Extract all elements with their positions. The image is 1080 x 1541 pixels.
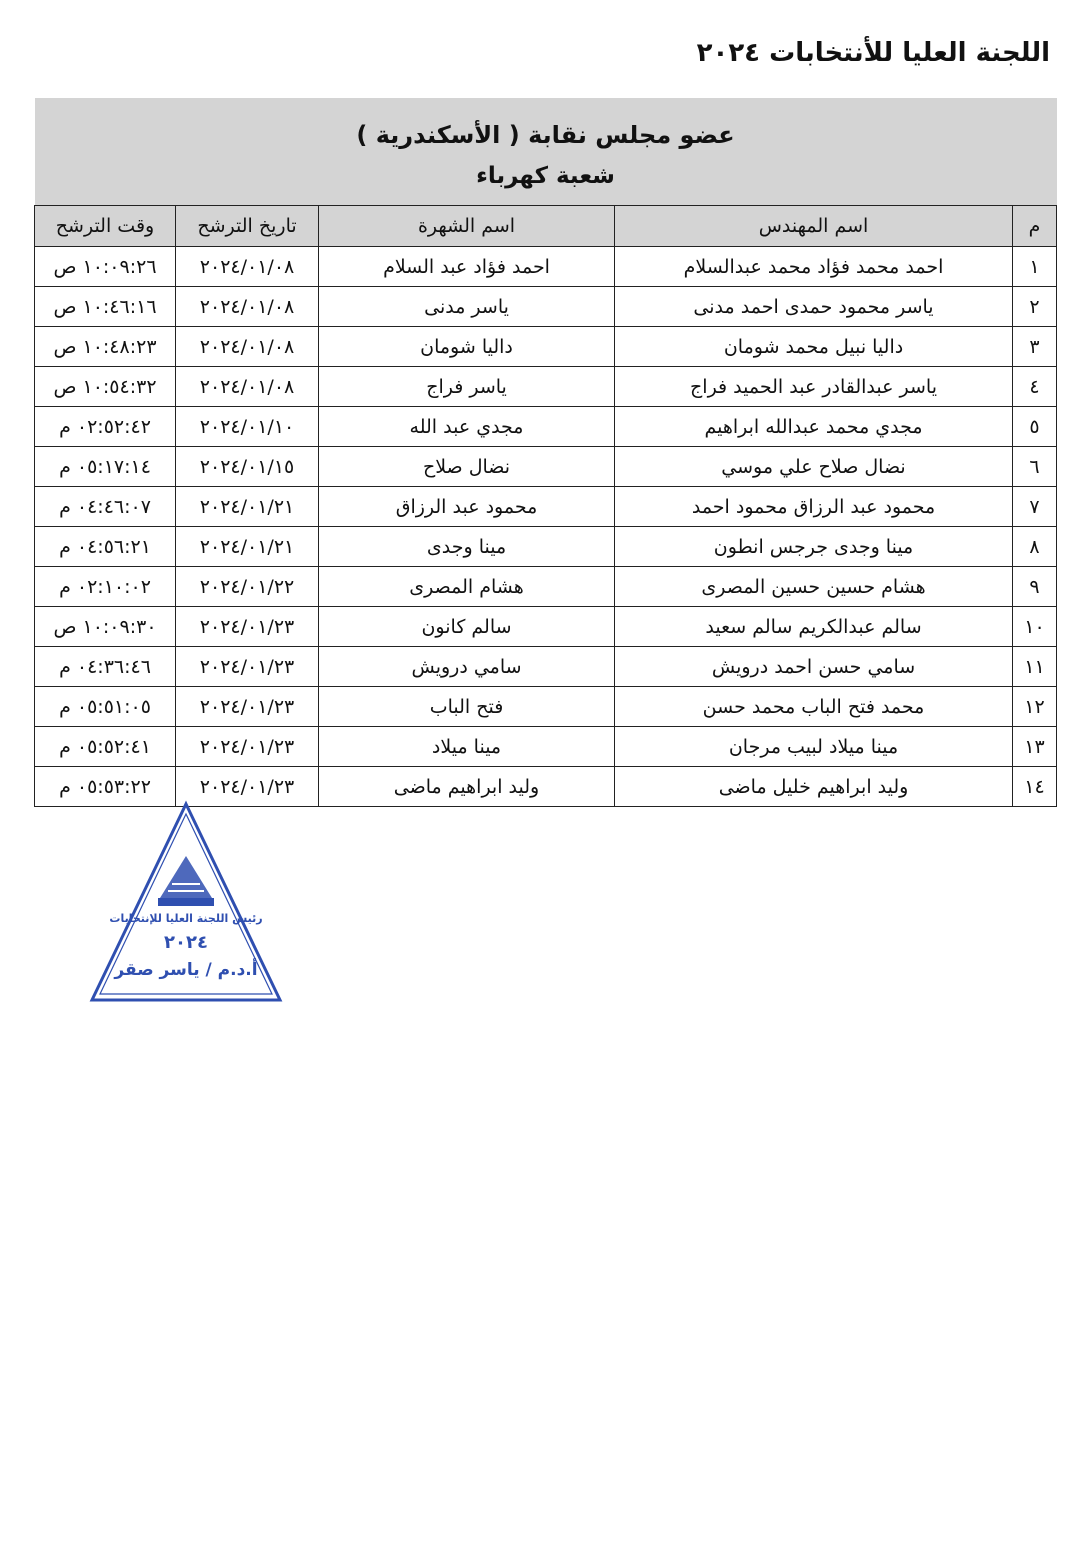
cell-date: ٢٠٢٤/٠١/٢١ bbox=[176, 527, 319, 567]
cell-date: ٢٠٢٤/٠١/٢٣ bbox=[176, 767, 319, 807]
cell-nickname: مجدي عبد الله bbox=[319, 407, 615, 447]
cell-num: ١٢ bbox=[1013, 687, 1057, 727]
cell-engineer: ياسر محمود حمدى احمد مدنى bbox=[615, 287, 1013, 327]
cell-nickname: ياسر مدنى bbox=[319, 287, 615, 327]
col-header-engineer: اسم المهندس bbox=[615, 206, 1013, 247]
table-heading-row bbox=[35, 98, 1057, 206]
cell-nickname: نضال صلاح bbox=[319, 447, 615, 487]
cell-time: ٠٥:٥٣:٢٢ م bbox=[35, 767, 176, 807]
cell-engineer: مينا ميلاد لبيب مرجان bbox=[615, 727, 1013, 767]
cell-nickname: ياسر فراج bbox=[319, 367, 615, 407]
cell-time: ٠٤:٤٦:٠٧ م bbox=[35, 487, 176, 527]
cell-num: ١٤ bbox=[1013, 767, 1057, 807]
cell-nickname: داليا شومان bbox=[319, 327, 615, 367]
cell-date: ٢٠٢٤/٠١/١٥ bbox=[176, 447, 319, 487]
cell-date: ٢٠٢٤/٠١/٢٢ bbox=[176, 567, 319, 607]
cell-time: ٠٥:١٧:١٤ م bbox=[35, 447, 176, 487]
table-row bbox=[35, 647, 1057, 687]
cell-time: ٠٥:٥٢:٤١ م bbox=[35, 727, 176, 767]
cell-date: ٢٠٢٤/٠١/١٠ bbox=[176, 407, 319, 447]
cell-num: ١٣ bbox=[1013, 727, 1057, 767]
cell-time: ١٠:٠٩:٢٦ ص bbox=[35, 247, 176, 287]
cell-nickname: احمد فؤاد عبد السلام bbox=[319, 247, 615, 287]
cell-engineer: مينا وجدى جرجس انطون bbox=[615, 527, 1013, 567]
cell-date: ٢٠٢٤/٠١/٢٣ bbox=[176, 647, 319, 687]
cell-date: ٢٠٢٤/٠١/٠٨ bbox=[176, 367, 319, 407]
cell-nickname: هشام المصرى bbox=[319, 567, 615, 607]
col-header-num: م bbox=[1013, 206, 1057, 247]
col-header-time: وقت الترشح bbox=[35, 206, 176, 247]
stamp-line-1: رئيس اللجنة العليا للإنتخابات bbox=[109, 912, 263, 925]
cell-time: ١٠:٠٩:٣٠ ص bbox=[35, 607, 176, 647]
cell-engineer: سالم عبدالكريم سالم سعيد bbox=[615, 607, 1013, 647]
table-row bbox=[35, 727, 1057, 767]
cell-num: ٣ bbox=[1013, 327, 1057, 367]
cell-nickname: سامي درويش bbox=[319, 647, 615, 687]
col-header-date: تاريخ الترشح bbox=[176, 206, 319, 247]
cell-time: ٠٤:٣٦:٤٦ م bbox=[35, 647, 176, 687]
cell-engineer: محمود عبد الرزاق محمود احمد bbox=[615, 487, 1013, 527]
cell-num: ٦ bbox=[1013, 447, 1057, 487]
cell-nickname: مينا ميلاد bbox=[319, 727, 615, 767]
table-row bbox=[35, 327, 1057, 367]
cell-date: ٢٠٢٤/٠١/٠٨ bbox=[176, 327, 319, 367]
cell-time: ٠٤:٥٦:٢١ م bbox=[35, 527, 176, 567]
table-row bbox=[35, 407, 1057, 447]
table-row bbox=[35, 487, 1057, 527]
cell-num: ٢ bbox=[1013, 287, 1057, 327]
table-row bbox=[35, 247, 1057, 287]
cell-engineer: احمد محمد فؤاد محمد عبدالسلام bbox=[615, 247, 1013, 287]
cell-num: ١٠ bbox=[1013, 607, 1057, 647]
col-header-nickname: اسم الشهرة bbox=[319, 206, 615, 247]
table-row bbox=[35, 447, 1057, 487]
cell-engineer: مجدي محمد عبدالله ابراهيم bbox=[615, 407, 1013, 447]
cell-time: ٠٢:١٠:٠٢ م bbox=[35, 567, 176, 607]
table-heading-subtitle: شعبة كهرباء bbox=[476, 162, 615, 189]
cell-time: ٠٥:٥١:٠٥ م bbox=[35, 687, 176, 727]
cell-time: ١٠:٤٦:١٦ ص bbox=[35, 287, 176, 327]
table-row bbox=[35, 687, 1057, 727]
cell-engineer: نضال صلاح علي موسي bbox=[615, 447, 1013, 487]
table-row bbox=[35, 567, 1057, 607]
stamp-line-2: ٢٠٢٤ bbox=[164, 932, 208, 953]
cell-num: ٥ bbox=[1013, 407, 1057, 447]
table-heading bbox=[35, 98, 1057, 206]
cell-engineer: محمد فتح الباب محمد حسن bbox=[615, 687, 1013, 727]
official-stamp bbox=[88, 798, 284, 1004]
cell-engineer: سامي حسن احمد درويش bbox=[615, 647, 1013, 687]
table-body bbox=[35, 247, 1057, 807]
cell-date: ٢٠٢٤/٠١/٢٣ bbox=[176, 687, 319, 727]
column-header-row bbox=[35, 206, 1057, 247]
cell-date: ٢٠٢٤/٠١/٢٣ bbox=[176, 607, 319, 647]
cell-engineer: داليا نبيل محمد شومان bbox=[615, 327, 1013, 367]
cell-nickname: فتح الباب bbox=[319, 687, 615, 727]
cell-engineer: ياسر عبدالقادر عبد الحميد فراج bbox=[615, 367, 1013, 407]
table-row bbox=[35, 527, 1057, 567]
cell-num: ٩ bbox=[1013, 567, 1057, 607]
page-title: اللجنة العليا للأنتخابات ٢٠٢٤ bbox=[696, 38, 1050, 68]
cell-time: ١٠:٥٤:٣٢ ص bbox=[35, 367, 176, 407]
cell-date: ٢٠٢٤/٠١/٠٨ bbox=[176, 247, 319, 287]
cell-num: ١١ bbox=[1013, 647, 1057, 687]
cell-nickname: مينا وجدى bbox=[319, 527, 615, 567]
cell-engineer: هشام حسين حسين المصرى bbox=[615, 567, 1013, 607]
table-row bbox=[35, 607, 1057, 647]
cell-nickname: وليد ابراهيم ماضى bbox=[319, 767, 615, 807]
cell-time: ١٠:٤٨:٢٣ ص bbox=[35, 327, 176, 367]
cell-num: ١ bbox=[1013, 247, 1057, 287]
table-heading-title: عضو مجلس نقابة ( الأسكندرية ) bbox=[356, 120, 735, 149]
cell-num: ٤ bbox=[1013, 367, 1057, 407]
table-row bbox=[35, 287, 1057, 327]
cell-nickname: سالم كانون bbox=[319, 607, 615, 647]
candidates-table bbox=[34, 98, 1057, 807]
cell-num: ٨ bbox=[1013, 527, 1057, 567]
cell-engineer: وليد ابراهيم خليل ماضى bbox=[615, 767, 1013, 807]
cell-date: ٢٠٢٤/٠١/٠٨ bbox=[176, 287, 319, 327]
table-row bbox=[35, 367, 1057, 407]
stamp-line-3: أ.د.م / ياسر صقر bbox=[114, 960, 258, 980]
cell-date: ٢٠٢٤/٠١/٢٣ bbox=[176, 727, 319, 767]
cell-date: ٢٠٢٤/٠١/٢١ bbox=[176, 487, 319, 527]
cell-nickname: محمود عبد الرزاق bbox=[319, 487, 615, 527]
cell-time: ٠٢:٥٢:٤٢ م bbox=[35, 407, 176, 447]
cell-num: ٧ bbox=[1013, 487, 1057, 527]
